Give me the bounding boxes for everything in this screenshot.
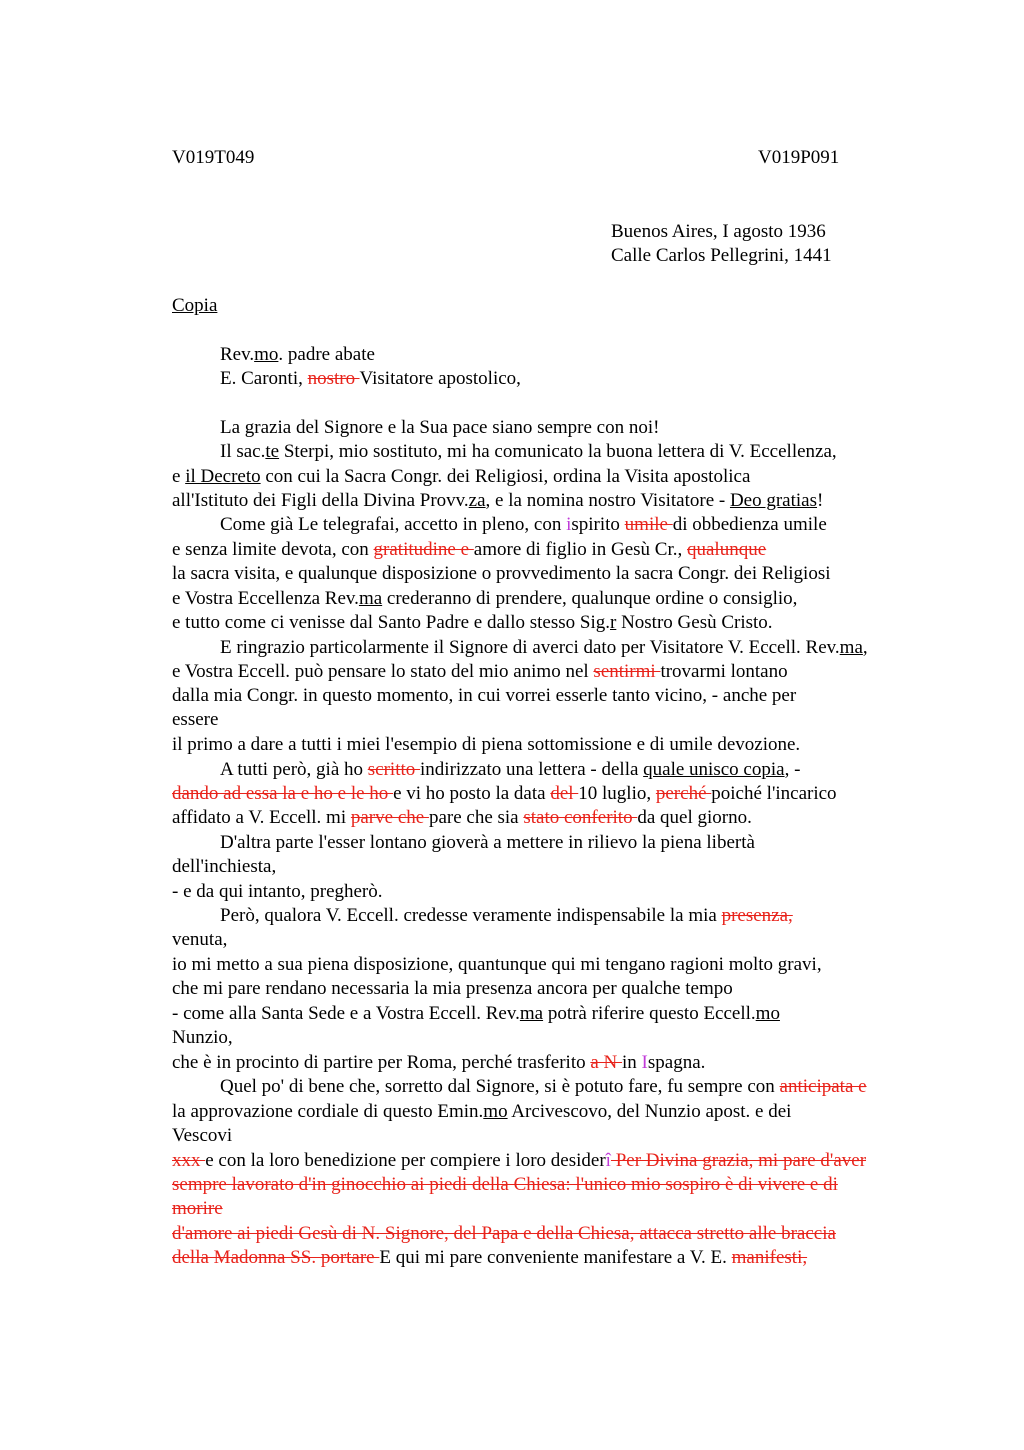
underlined-text: mo xyxy=(755,1003,780,1024)
text-line xyxy=(220,343,375,367)
text-segment: da quel giorno. xyxy=(637,807,752,828)
underlined-text: ma xyxy=(839,637,863,658)
underlined-text: za xyxy=(468,490,486,511)
text-line xyxy=(172,611,773,635)
deleted-text: presenza, xyxy=(721,905,793,926)
text-line xyxy=(172,1197,223,1221)
deleted-text: qualunque xyxy=(687,539,767,560)
text-segment: A tutti però, già ho xyxy=(220,759,368,780)
text-line xyxy=(220,416,659,440)
text-line xyxy=(220,904,793,928)
text-line xyxy=(220,636,868,660)
text-line xyxy=(172,708,218,732)
underlined-text: ma xyxy=(358,588,383,609)
text-line xyxy=(172,977,733,1001)
document-code-right: V019P091 xyxy=(758,147,840,168)
text-segment: e Vostra Eccellenza Rev. xyxy=(172,588,359,609)
deleted-text: a N xyxy=(590,1052,623,1073)
text-line xyxy=(172,782,837,806)
document-code-left: V019T049 xyxy=(172,147,255,168)
text-line xyxy=(172,733,800,757)
deleted-text: parve che xyxy=(350,807,429,828)
underlined-text: te xyxy=(265,441,280,462)
text-segment: Arcivescovo, del Nunzio apost. e dei xyxy=(507,1101,792,1122)
deleted-text: perché xyxy=(655,783,712,804)
underlined-text: r xyxy=(609,612,617,633)
text-segment: E qui mi pare conveniente manifestare a V. E. xyxy=(379,1247,732,1268)
text-line xyxy=(172,1173,838,1197)
text-segment: ! xyxy=(817,490,824,511)
deleted-text: stato conferito xyxy=(523,807,638,828)
inserted-letter: I xyxy=(641,1052,648,1073)
text-segment: spirito xyxy=(571,514,625,535)
deleted-text: dando ad essa la e ho e le ho xyxy=(172,783,394,804)
text-segment: affidato a V. Eccell. mi xyxy=(172,807,351,828)
text-segment: e senza limite devota, con xyxy=(172,539,374,560)
text-line xyxy=(172,684,796,708)
text-segment: , - xyxy=(784,759,801,780)
text-segment: crederanno di prendere, qualunque ordine o consiglio, xyxy=(382,588,798,609)
inserted-letter: i xyxy=(566,514,572,535)
text-segment: con cui la Sacra Congr. dei Religiosi, ordina la Visita apostolica xyxy=(260,466,751,487)
text-segment: - come alla Santa Sede e a Vostra Eccell. Rev. xyxy=(172,1003,520,1024)
text-segment: essere xyxy=(172,709,219,730)
text-segment: Nunzio, xyxy=(172,1027,233,1048)
text-segment: E. Caronti, xyxy=(220,368,308,389)
text-segment: che mi pare rendano necessaria la mia presenza ancora per qualche tempo xyxy=(172,978,733,999)
deleted-text: sempre lavorato d'in ginocchio ai piedi della Chiesa: l'unico mio sospiro è di vivere e di xyxy=(172,1174,838,1195)
text-segment: trovarmi lontano xyxy=(660,661,788,682)
text-segment: e con la loro benedizione per compiere i loro desider xyxy=(205,1150,606,1171)
text-segment: di obbedienza umile xyxy=(672,514,827,535)
text-segment: e Vostra Eccell. può pensare lo stato del mio animo nel xyxy=(172,661,594,682)
text-segment: Nostro Gesù Cristo. xyxy=(616,612,773,633)
text-segment: dalla mia Congr. in questo momento, in cui vorrei esserle tanto vicino, - anche per xyxy=(172,685,797,706)
text-line xyxy=(172,880,383,904)
text-segment: Sterpi, mio sostituto, mi ha comunicato la buona lettera di V. Eccellenza, xyxy=(279,441,837,462)
text-segment: Come già Le telegrafai, accetto in pleno, con xyxy=(220,514,567,535)
underlined-text: mo xyxy=(483,1101,508,1122)
text-segment: Però, qualora V. Eccell. credesse veramente indispensabile la mia xyxy=(220,905,722,926)
deleted-text: sentirmi xyxy=(593,661,661,682)
deleted-text: del xyxy=(550,783,579,804)
underlined-text: il Decreto xyxy=(185,466,261,487)
deleted-text: manifesti, xyxy=(731,1247,808,1268)
text-segment: spagna. xyxy=(647,1052,706,1073)
text-segment: indirizzato una lettera - della xyxy=(420,759,644,780)
text-line xyxy=(220,758,800,782)
text-line xyxy=(172,928,227,952)
text-segment: E ringrazio particolarmente il Signore di averci dato per Visitatore V. Eccell. Rev. xyxy=(220,637,840,658)
text-line xyxy=(220,513,827,537)
text-segment: il primo a dare a tutti i miei l'esempio di piena sottomissione e di umile devozione. xyxy=(172,734,801,755)
deleted-text: xxx xyxy=(172,1150,206,1171)
inserted-letter: î xyxy=(605,1150,611,1171)
text-segment: - e da qui intanto, pregherò. xyxy=(172,881,383,902)
deleted-text: della Madonna SS. portare xyxy=(172,1247,380,1268)
text-line xyxy=(172,660,788,684)
text-segment: la sacra visita, e qualunque disposizione o provvedimento la sacra Congr. dei Religiosi xyxy=(172,563,831,584)
text-line xyxy=(220,440,837,464)
text-line xyxy=(172,806,752,830)
text-segment: io mi metto a sua piena disposizione, quantunque qui mi tengano ragioni molto gravi, xyxy=(172,954,822,975)
text-segment: dell'inchiesta, xyxy=(172,856,277,877)
text-line xyxy=(172,953,822,977)
deleted-text: gratitudine e xyxy=(373,539,474,560)
text-line xyxy=(172,1100,791,1124)
text-segment: Il sac. xyxy=(220,441,266,462)
text-segment: La grazia del Signore e la Sua pace siano sempre con noi! xyxy=(220,417,660,438)
deleted-text: scritto xyxy=(367,759,421,780)
copy-label: Copia xyxy=(172,295,218,316)
deleted-text: morire xyxy=(172,1198,223,1219)
text-segment: Quel po' di bene che, sorretto dal Signore, si è potuto fare, fu sempre con xyxy=(220,1076,780,1097)
text-segment: Vescovi xyxy=(172,1125,233,1146)
text-line xyxy=(172,465,750,489)
text-line xyxy=(172,538,766,562)
text-line xyxy=(172,1002,780,1026)
deleted-text: umile xyxy=(624,514,673,535)
text-line xyxy=(172,562,831,586)
text-line xyxy=(172,1026,233,1050)
text-line xyxy=(172,855,276,879)
deleted-text: anticipata e xyxy=(779,1076,867,1097)
text-segment: , xyxy=(862,637,868,658)
underlined-text: Deo gratias xyxy=(729,490,818,511)
text-line xyxy=(172,489,823,513)
text-segment: e tutto come ci venisse dal Santo Padre e dallo stesso Sig. xyxy=(172,612,610,633)
sender-address: Calle Carlos Pellegrini, 1441 xyxy=(611,245,832,266)
text-segment: e vi ho posto la data xyxy=(393,783,551,804)
text-segment: potrà riferire questo Eccell. xyxy=(543,1003,756,1024)
text-segment: Visitatore apostolico, xyxy=(359,368,521,389)
text-segment: in xyxy=(622,1052,642,1073)
text-segment: all'Istituto dei Figli della Divina Provv. xyxy=(172,490,469,511)
text-line xyxy=(172,1051,705,1075)
text-segment: pare che sia xyxy=(428,807,524,828)
text-segment: Rev. xyxy=(220,344,255,365)
text-segment: amore di figlio in Gesù Cr., xyxy=(473,539,687,560)
text-line xyxy=(172,587,797,611)
text-line xyxy=(172,1149,866,1173)
text-line xyxy=(172,1124,232,1148)
text-segment: venuta, xyxy=(172,929,228,950)
text-segment: D'altra parte l'esser lontano gioverà a mettere in rilievo la piena libertà xyxy=(220,832,755,853)
text-segment: 10 luglio, xyxy=(578,783,656,804)
text-segment: . padre abate xyxy=(278,344,375,365)
deleted-text: Per Divina grazia, mi pare d'aver xyxy=(610,1150,867,1171)
underlined-text: mo xyxy=(254,344,279,365)
place-date: Buenos Aires, I agosto 1936 xyxy=(611,221,826,242)
text-line xyxy=(220,1075,867,1099)
text-line xyxy=(220,367,521,391)
text-segment: , e la nomina nostro Visitatore - xyxy=(485,490,730,511)
text-line xyxy=(172,1222,836,1246)
text-line xyxy=(172,1246,807,1270)
underlined-text: quale unisco copia xyxy=(643,759,785,780)
text-segment: e xyxy=(172,466,186,487)
underlined-text: ma xyxy=(519,1003,544,1024)
text-segment: la approvazione cordiale di questo Emin. xyxy=(172,1101,484,1122)
deleted-text: nostro xyxy=(307,368,360,389)
text-segment: che è in procinto di partire per Roma, perché trasferito xyxy=(172,1052,591,1073)
deleted-text: d'amore ai piedi Gesù di N. Signore, del Papa e della Chiesa, attacca stretto alle braccia xyxy=(172,1223,836,1244)
text-line xyxy=(220,831,755,855)
text-segment: poiché l'incarico xyxy=(711,783,837,804)
